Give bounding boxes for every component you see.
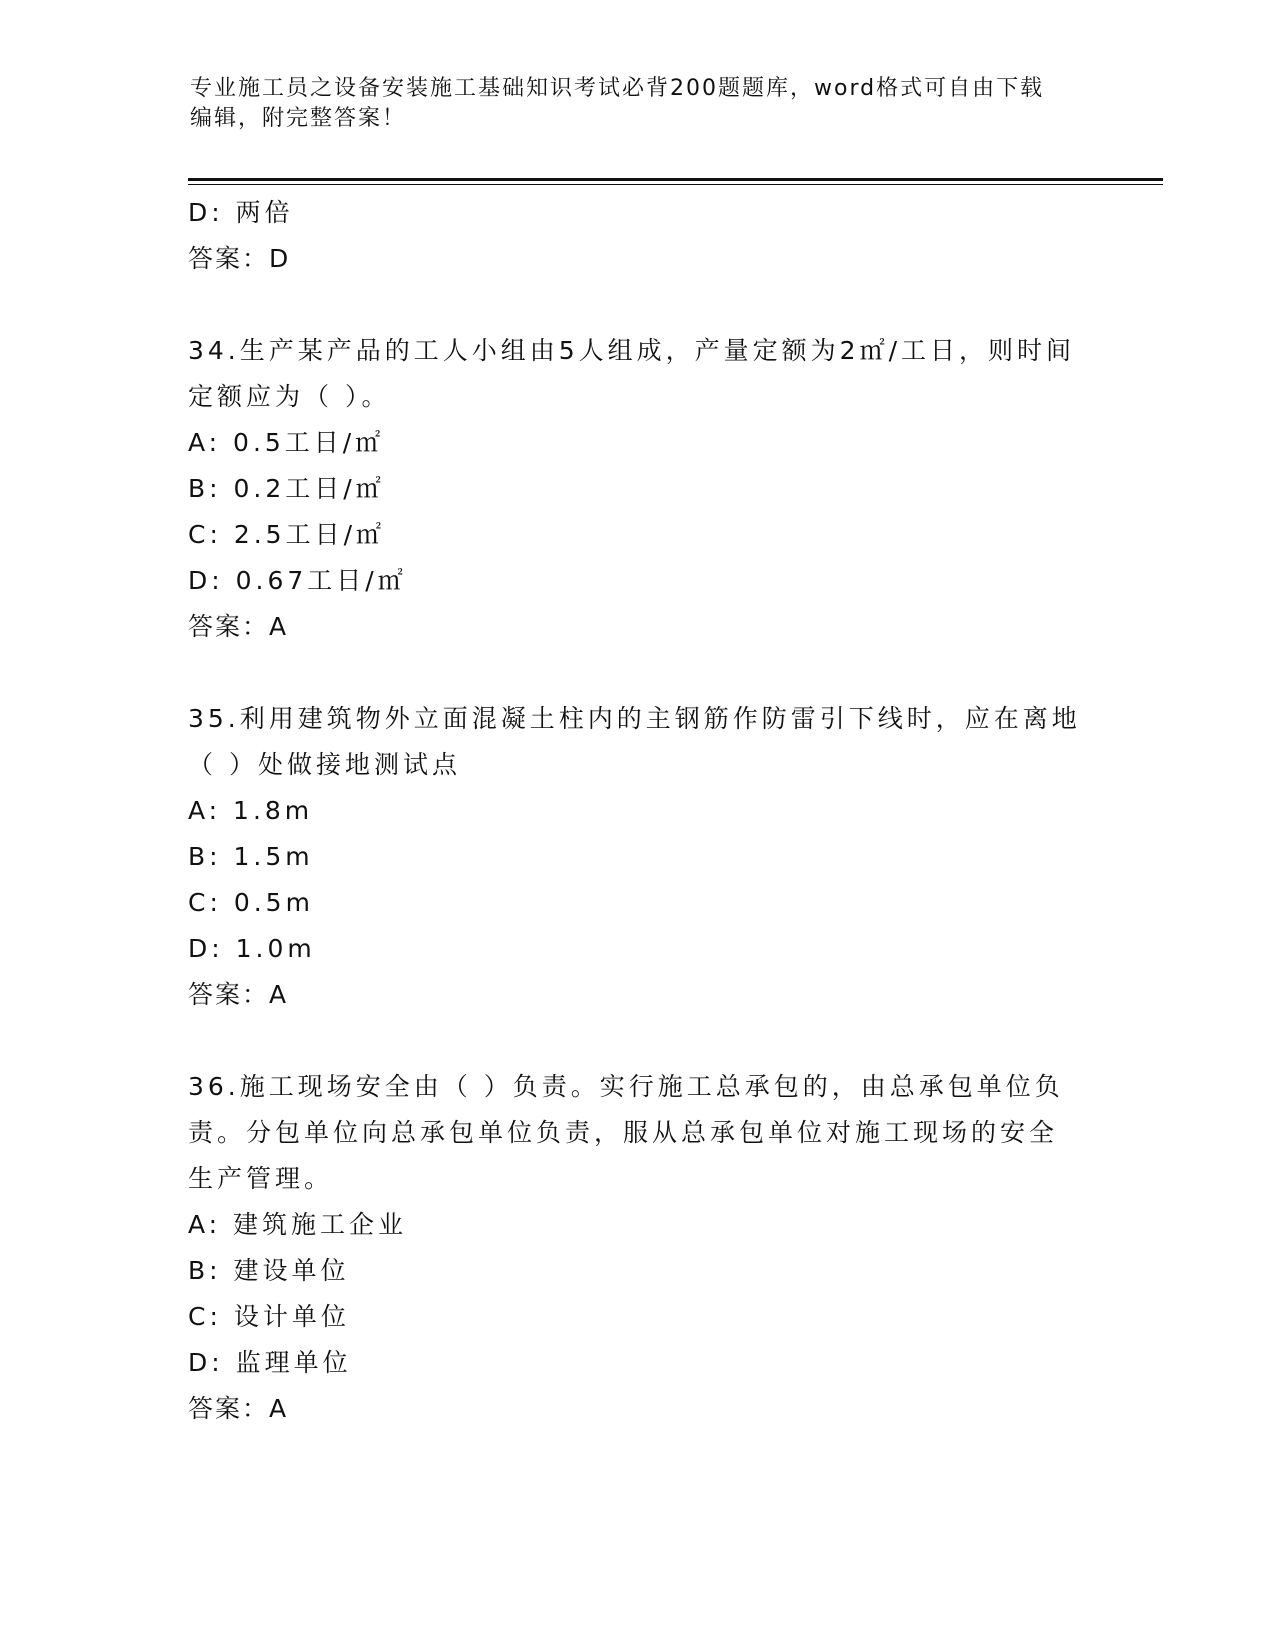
option-a: A: 1.8m [188,796,314,825]
stem-line-1: 35.利用建筑物外立面混凝土柱内的主钢筋作防雷引下线时，应在离地 [188,704,1081,733]
document-header [190,74,1090,134]
option-c: C: 设计单位 [188,1302,350,1331]
question-35 [188,696,1088,1018]
option-a: A: 建筑施工企业 [188,1210,408,1239]
stem-line-3: 生产管理。 [188,1164,334,1193]
answer-line: 答案：A [188,980,289,1009]
prev-question-tail [188,190,1088,282]
option-d: D: 监理单位 [188,1348,352,1377]
header-line-2: 编辑，附完整答案！ [190,106,407,131]
option-c: C: 0.5m [188,888,314,917]
option-c: C: 2.5工日/㎡ [188,520,386,549]
question-34 [188,328,1088,650]
option-b: B: 1.5m [188,842,314,871]
question-stem [188,696,1088,788]
option-d: D: 两倍 [188,198,294,227]
stem-line-2: （ ）处做接地测试点 [188,750,461,779]
question-36 [188,1064,1088,1432]
option-d: D: 0.67工日/㎡ [188,566,407,595]
stem-line-1: 36.施工现场安全由（ ）负责。实行施工总承包的，由总承包单位负 [188,1072,1064,1101]
question-stem [188,1064,1088,1202]
stem-line-2: 定额应为（ ）。 [188,382,391,411]
option-a: A: 0.5工日/㎡ [188,428,385,457]
header-divider-thick [188,178,1163,181]
answer-line: 答案：A [188,612,289,641]
option-d: D: 1.0m [188,934,316,963]
document-body [188,190,1088,1432]
header-line-1: 专业施工员之设备安装施工基础知识考试必背200题题库，word格式可自由下载 [190,76,1045,101]
stem-line-2: 责。分包单位向总承包单位负责，服从总承包单位对施工现场的安全 [188,1118,1059,1147]
header-divider-thin [188,184,1163,185]
stem-line-1: 34.生产某产品的工人小组由5人组成，产量定额为2㎡/工日，则时间 [188,336,1075,365]
answer-line: 答案：D [188,244,291,273]
option-b: B: 建设单位 [188,1256,350,1285]
option-b: B: 0.2工日/㎡ [188,474,385,503]
question-stem [188,328,1088,420]
answer-line: 答案：A [188,1394,289,1423]
